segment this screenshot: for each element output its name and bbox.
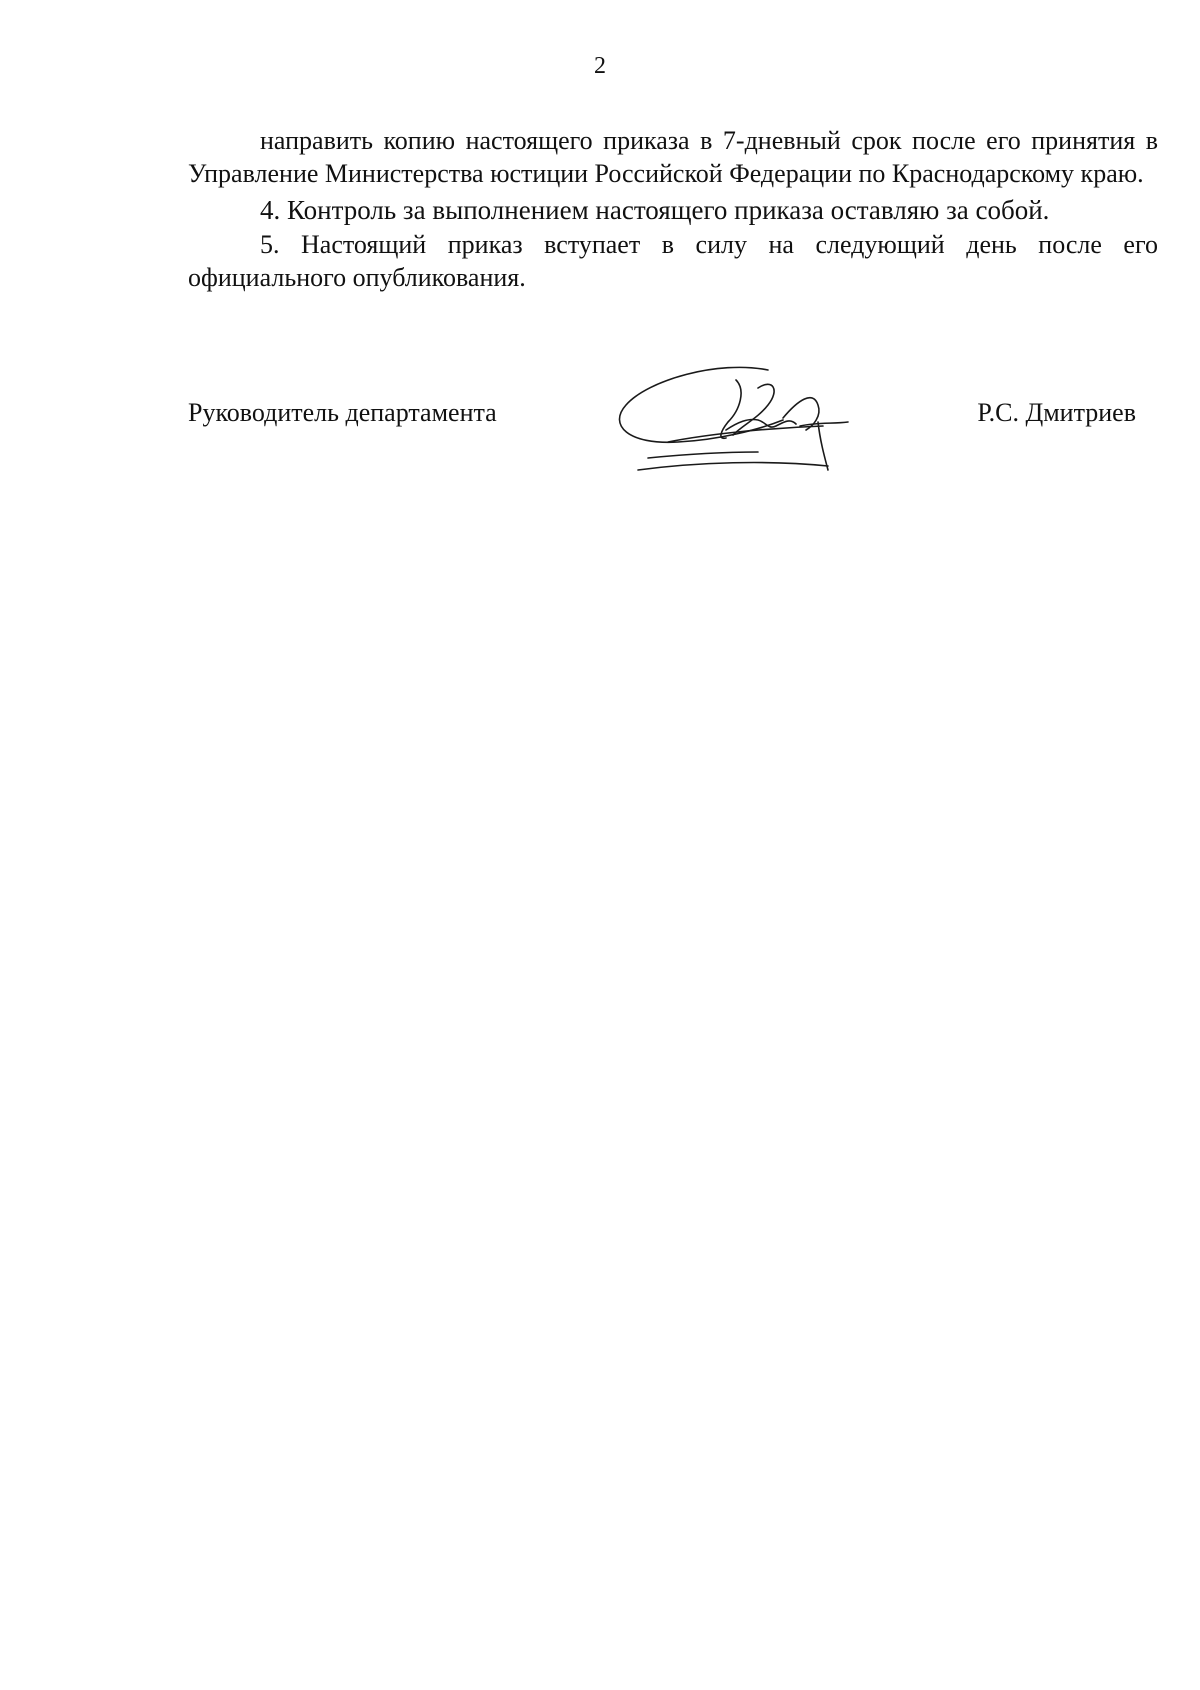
signatory-position: Руководитель департамента [188, 398, 497, 427]
paragraph-item-5: 5. Настоящий приказ вступает в силу на следующий день после его официального опубликования. [188, 230, 1158, 292]
page-number: 2 [594, 53, 606, 79]
paragraph-item-4: 4. Контроль за выполнением настоящего приказа оставляю за собой. [260, 195, 1050, 225]
document-body [188, 124, 1158, 294]
signatory-name: Р.С. Дмитриев [977, 398, 1136, 427]
handwritten-signature [608, 360, 858, 490]
paragraph-continuation: направить копию настоящего приказа в 7-дневный срок после его принятия в Управление Министерства юстиции Российской Федерации по Краснодарскому краю. [188, 126, 1158, 188]
signature-block [188, 360, 1158, 490]
